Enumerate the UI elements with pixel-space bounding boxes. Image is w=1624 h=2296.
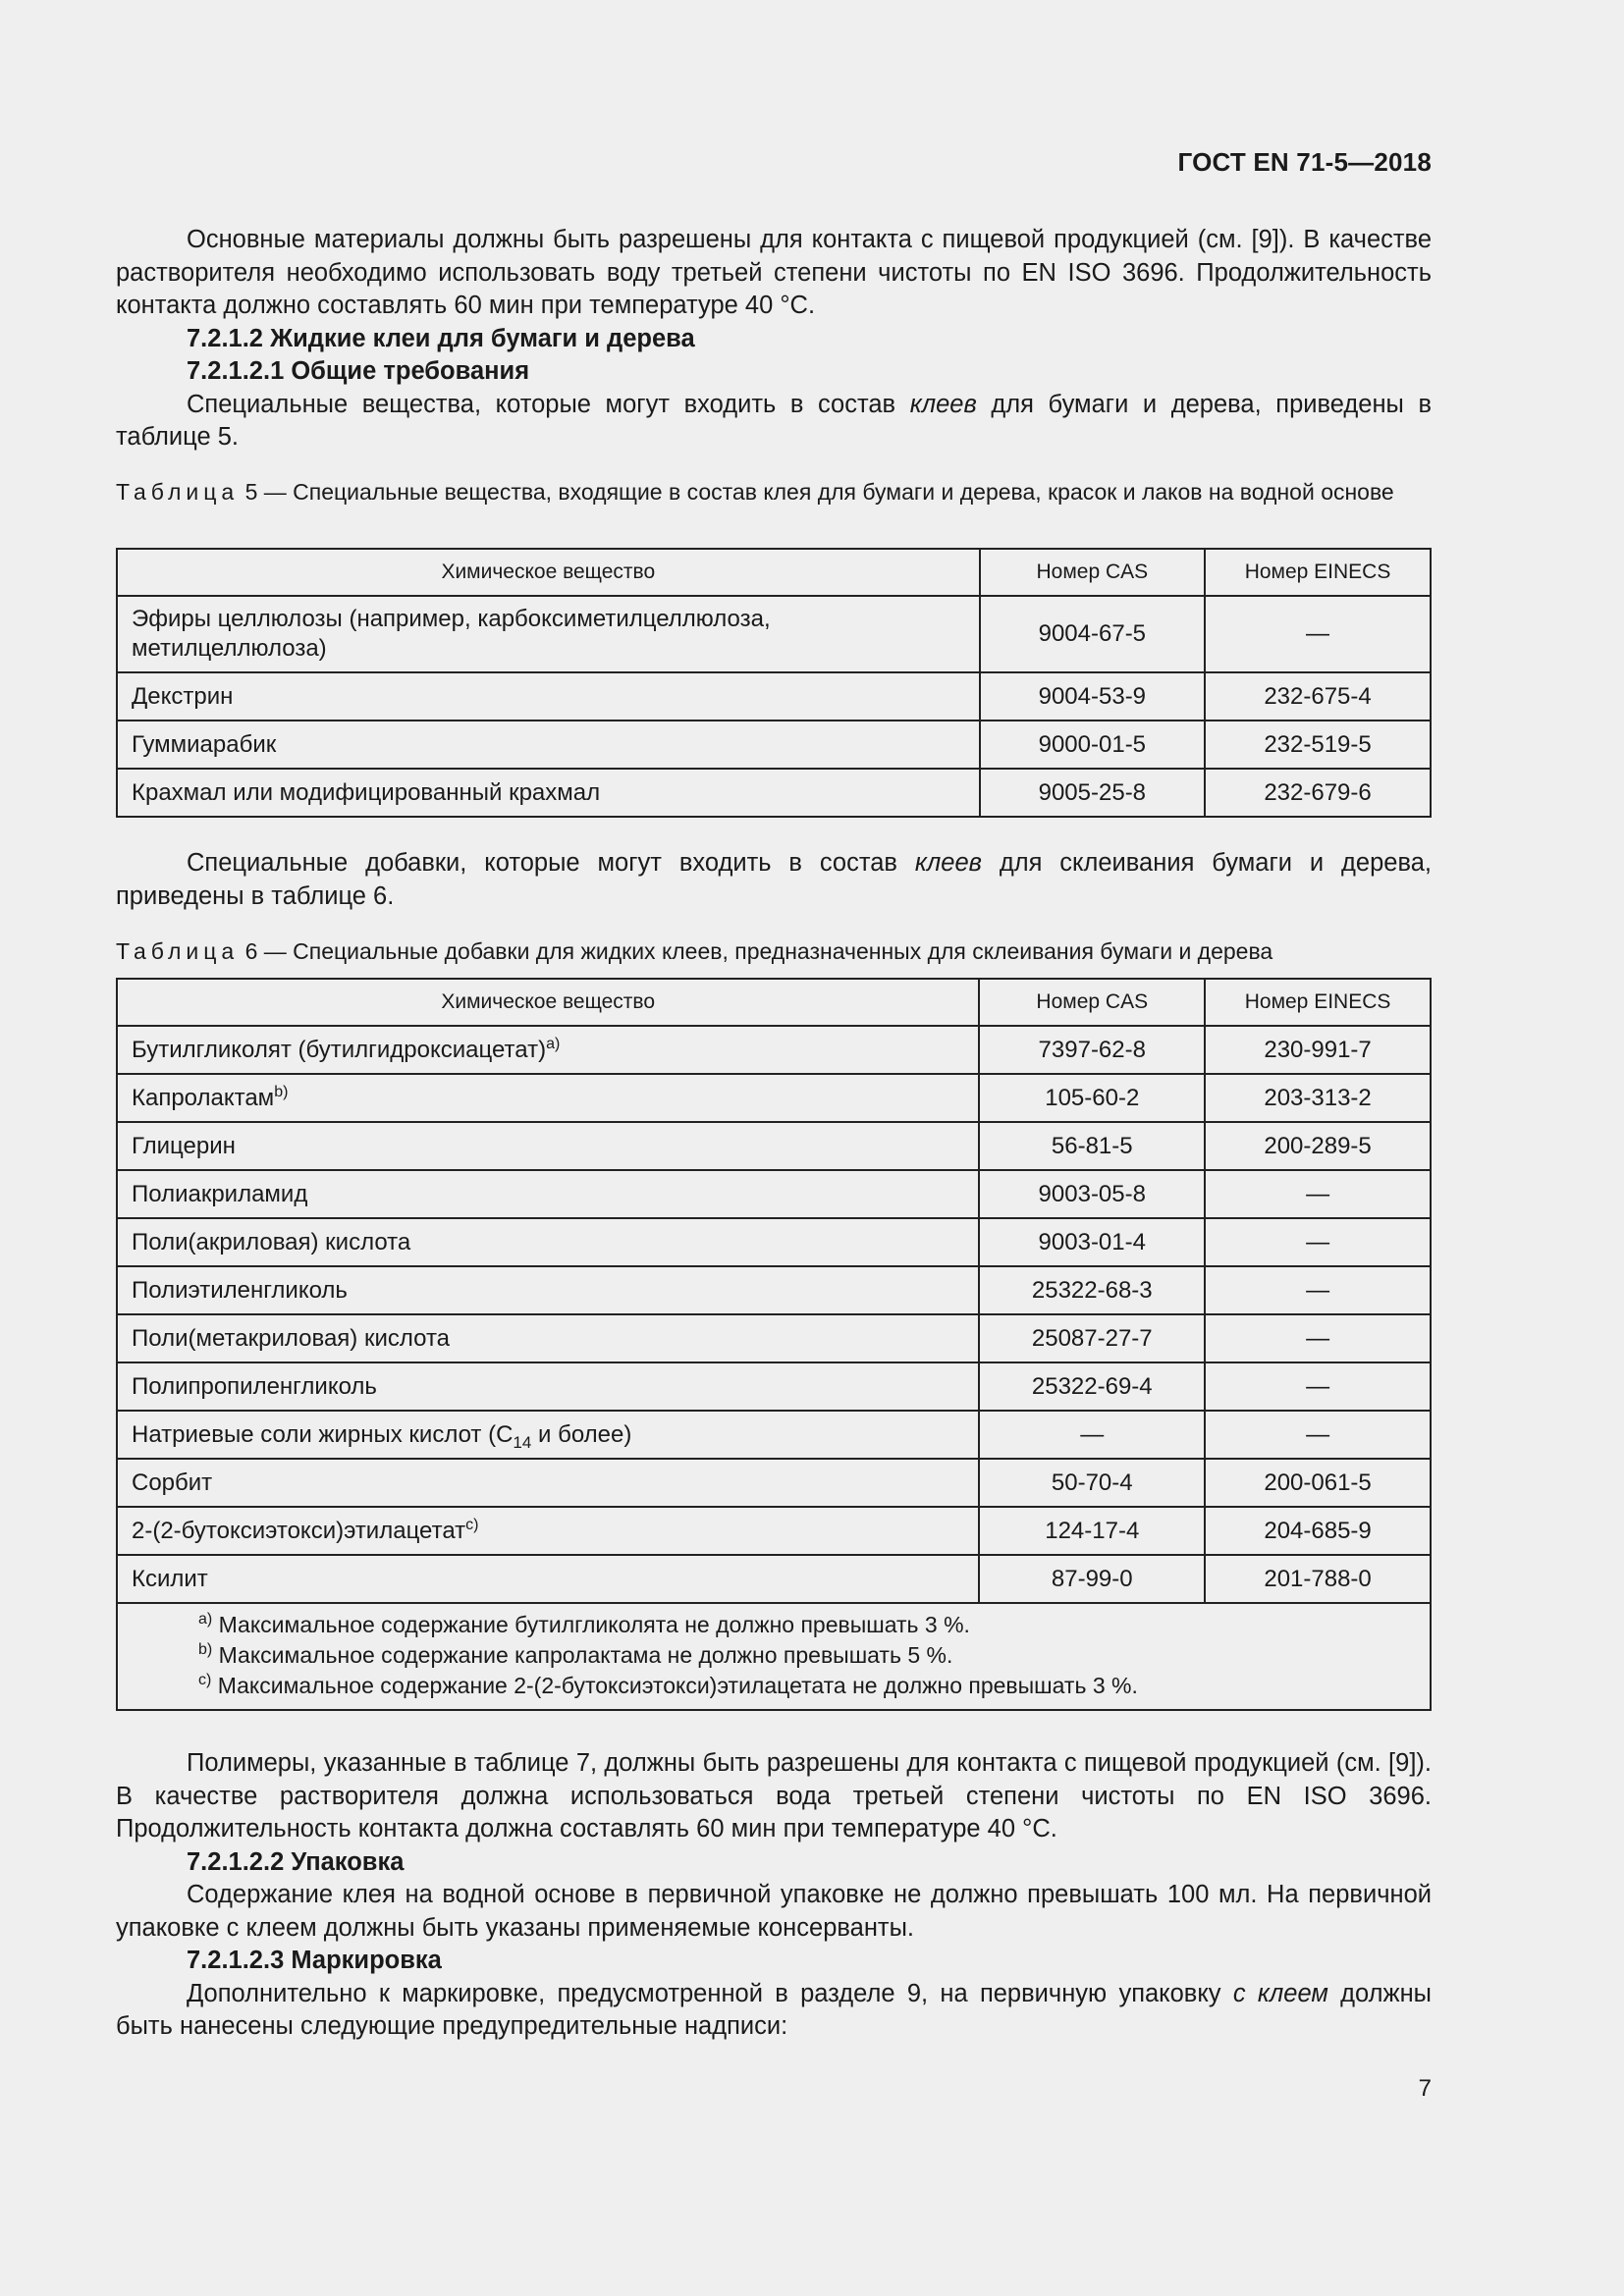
table-row: [117, 1170, 1431, 1218]
cell-cas: 7397-62-8: [979, 1026, 1205, 1074]
header-cas: Номер CAS: [980, 549, 1205, 596]
table-row: [117, 1074, 1431, 1122]
cell-einecs: 200-289-5: [1205, 1122, 1431, 1170]
marking-paragraph: Дополнительно к маркировке, предусмотренной в разделе 9, на первичную упаковку с клеем должны быть нанесены следующие предупредительные надписи:: [116, 1979, 1433, 2040]
table6-reference-section: [116, 847, 1432, 913]
cell-cas: 25087-27-7: [979, 1314, 1205, 1362]
cell-einecs: 201-788-0: [1205, 1555, 1431, 1603]
packaging-paragraph: Содержание клея на водной основе в первичной упаковке не должно превышать 100 мл. На первичной упаковке с клеем должны быть указаны применяемые консерванты.: [116, 1881, 1432, 1942]
cell-einecs: —: [1205, 596, 1431, 672]
intro-paragraph: Основные материалы должны быть разрешены для контакта с пищевой продукцией (см. [9]). В качестве растворителя необходимо использовать воду третьей степени чистоты по EN ISO 3696. Продолжительность контакта должно составлять 60 мин при температуре 40 °С.: [116, 226, 1432, 319]
cell-einecs: 230-991-7: [1205, 1026, 1431, 1074]
page-number: 7: [1418, 2075, 1432, 2102]
table5-block: [116, 477, 1432, 507]
cell-einecs: 203-313-2: [1205, 1074, 1431, 1122]
cell-cas: 9000-01-5: [980, 721, 1205, 769]
table-row: [117, 1026, 1431, 1074]
cell-substance: Капролактам$^{b)}$: [117, 1074, 979, 1122]
table6-reference-paragraph: Специальные добавки, которые могут входить в состав клеев для склеивания бумаги и дерева, приведены в таблице 6.: [116, 849, 1432, 910]
table6-block: [116, 936, 1432, 966]
footnote-a: $^{a)}$ Максимальное содержание бутилгликолята не должно превышать 3 %.: [198, 1611, 970, 1637]
section-heading-7-2-1-2-3: 7.2.1.2.3 Маркировка: [187, 1947, 442, 1974]
cell-einecs: —: [1205, 1314, 1431, 1362]
header-substance: Химическое вещество: [117, 979, 979, 1026]
cell-substance: Поли(метакриловая) кислота: [117, 1314, 979, 1362]
cell-substance: Сорбит: [117, 1459, 979, 1507]
cell-einecs: 232-675-4: [1205, 672, 1431, 721]
table-notes-row: [117, 1603, 1431, 1710]
cell-substance: Бутилгликолят (бутилгидроксиацетат)$^{a)}$: [117, 1026, 979, 1074]
cell-substance: Натриевые соли жирных кислот ($С_{14}$ и более): [117, 1411, 979, 1459]
cell-einecs: 232-679-6: [1205, 769, 1431, 817]
table-row: [117, 596, 1431, 672]
cell-cas: 9004-53-9: [980, 672, 1205, 721]
table-row: [117, 1266, 1431, 1314]
table-row: [117, 1218, 1431, 1266]
section-heading-7-2-1-2-1: 7.2.1.2.1 Общие требования: [187, 357, 530, 385]
table5-wrapper: [116, 548, 1432, 818]
intro-section: [116, 224, 1432, 454]
cell-cas: 105-60-2: [979, 1074, 1205, 1122]
cell-substance: Полиакриламид: [117, 1170, 979, 1218]
table5-caption: Таблица 5 — Специальные вещества, входящие в состав клея для бумаги и дерева, красок и лаков на водной основе: [116, 479, 1394, 505]
table-notes: [117, 1603, 1431, 1710]
cell-substance: 2-(2-бутоксиэтокси)этилацетат$^{c)}$: [117, 1507, 979, 1555]
table-header-row: [117, 979, 1431, 1026]
cell-einecs: —: [1205, 1266, 1431, 1314]
header-substance: Химическое вещество: [117, 549, 980, 596]
table-row: [117, 1459, 1431, 1507]
footnote-b: $^{b)}$ Максимальное содержание капролактама не должно превышать 5 %.: [198, 1641, 953, 1668]
cell-cas: 9003-05-8: [979, 1170, 1205, 1218]
cell-substance: Декстрин: [117, 672, 980, 721]
footnote-mark: c): [465, 1516, 479, 1533]
table-row: [117, 1507, 1431, 1555]
cell-substance: Полипропиленгликоль: [117, 1362, 979, 1411]
header-einecs: Номер EINECS: [1205, 979, 1431, 1026]
cell-cas: —: [979, 1411, 1205, 1459]
cell-cas: 50-70-4: [979, 1459, 1205, 1507]
cell-cas: 9003-01-4: [979, 1218, 1205, 1266]
cell-einecs: 204-685-9: [1205, 1507, 1431, 1555]
cell-substance: Ксилит: [117, 1555, 979, 1603]
cell-substance: Эфиры целлюлозы (например, карбоксиметилцеллюлоза, метилцеллюлоза): [117, 596, 980, 672]
table-row: [117, 1411, 1431, 1459]
cell-substance: Полиэтиленгликоль: [117, 1266, 979, 1314]
cell-substance: Поли(акриловая) кислота: [117, 1218, 979, 1266]
cell-cas: 25322-68-3: [979, 1266, 1205, 1314]
document-code: ГОСТ EN 71-5—2018: [1177, 147, 1432, 177]
table-row: [117, 769, 1431, 817]
cell-einecs: —: [1205, 1411, 1431, 1459]
table6-wrapper: [116, 978, 1432, 1711]
table-header-row: [117, 549, 1431, 596]
table5-reference-paragraph: Специальные вещества, которые могут входить в состав клеев для бумаги и дерева, приведены в таблице 5.: [116, 390, 1432, 451]
footnote-c: $^{c)}$ Максимальное содержание 2-(2-бутоксиэтокси)этилацетата не должно превышать 3 %.: [198, 1672, 1138, 1698]
cell-cas: 25322-69-4: [979, 1362, 1205, 1411]
cell-einecs: 232-519-5: [1205, 721, 1431, 769]
cell-cas: 9004-67-5: [980, 596, 1205, 672]
header-einecs: Номер EINECS: [1205, 549, 1431, 596]
cell-cas: 56-81-5: [979, 1122, 1205, 1170]
footnote-mark: a): [546, 1035, 561, 1052]
cell-cas: 9005-25-8: [980, 769, 1205, 817]
polymers-paragraph: Полимеры, указанные в таблице 7, должны быть разрешены для контакта с пищевой продукцией (см. [9]). В качестве растворителя должна использоваться вода третьей степени чистоты по EN ISO 3696. Продолжительность контакта должна составлять 60 мин при температуре 40 °С.: [116, 1749, 1432, 1842]
cell-einecs: —: [1205, 1170, 1431, 1218]
section-heading-7-2-1-2-2: 7.2.1.2.2 Упаковка: [187, 1847, 405, 1876]
table-row: [117, 721, 1431, 769]
footnote-mark: b): [274, 1083, 289, 1100]
table-row: [117, 1314, 1431, 1362]
table-row: [117, 672, 1431, 721]
cell-einecs: —: [1205, 1218, 1431, 1266]
outro-section: [116, 1747, 1432, 2044]
section-heading-7-2-1-2: 7.2.1.2 Жидкие клеи для бумаги и дерева: [187, 324, 695, 352]
table5: [116, 548, 1432, 818]
cell-einecs: —: [1205, 1362, 1431, 1411]
table-row: [117, 1122, 1431, 1170]
table6: [116, 978, 1432, 1711]
cell-einecs: 200-061-5: [1205, 1459, 1431, 1507]
cell-substance: Крахмал или модифицированный крахмал: [117, 769, 980, 817]
table-row: [117, 1555, 1431, 1603]
cell-substance: Глицерин: [117, 1122, 979, 1170]
table-row: [117, 1362, 1431, 1411]
cell-cas: 124-17-4: [979, 1507, 1205, 1555]
table6-caption: Таблица 6 — Специальные добавки для жидких клеев, предназначенных для склеивания бумаги и дерева: [116, 938, 1273, 964]
cell-cas: 87-99-0: [979, 1555, 1205, 1603]
header-cas: Номер CAS: [979, 979, 1205, 1026]
cell-substance: Гуммиарабик: [117, 721, 980, 769]
